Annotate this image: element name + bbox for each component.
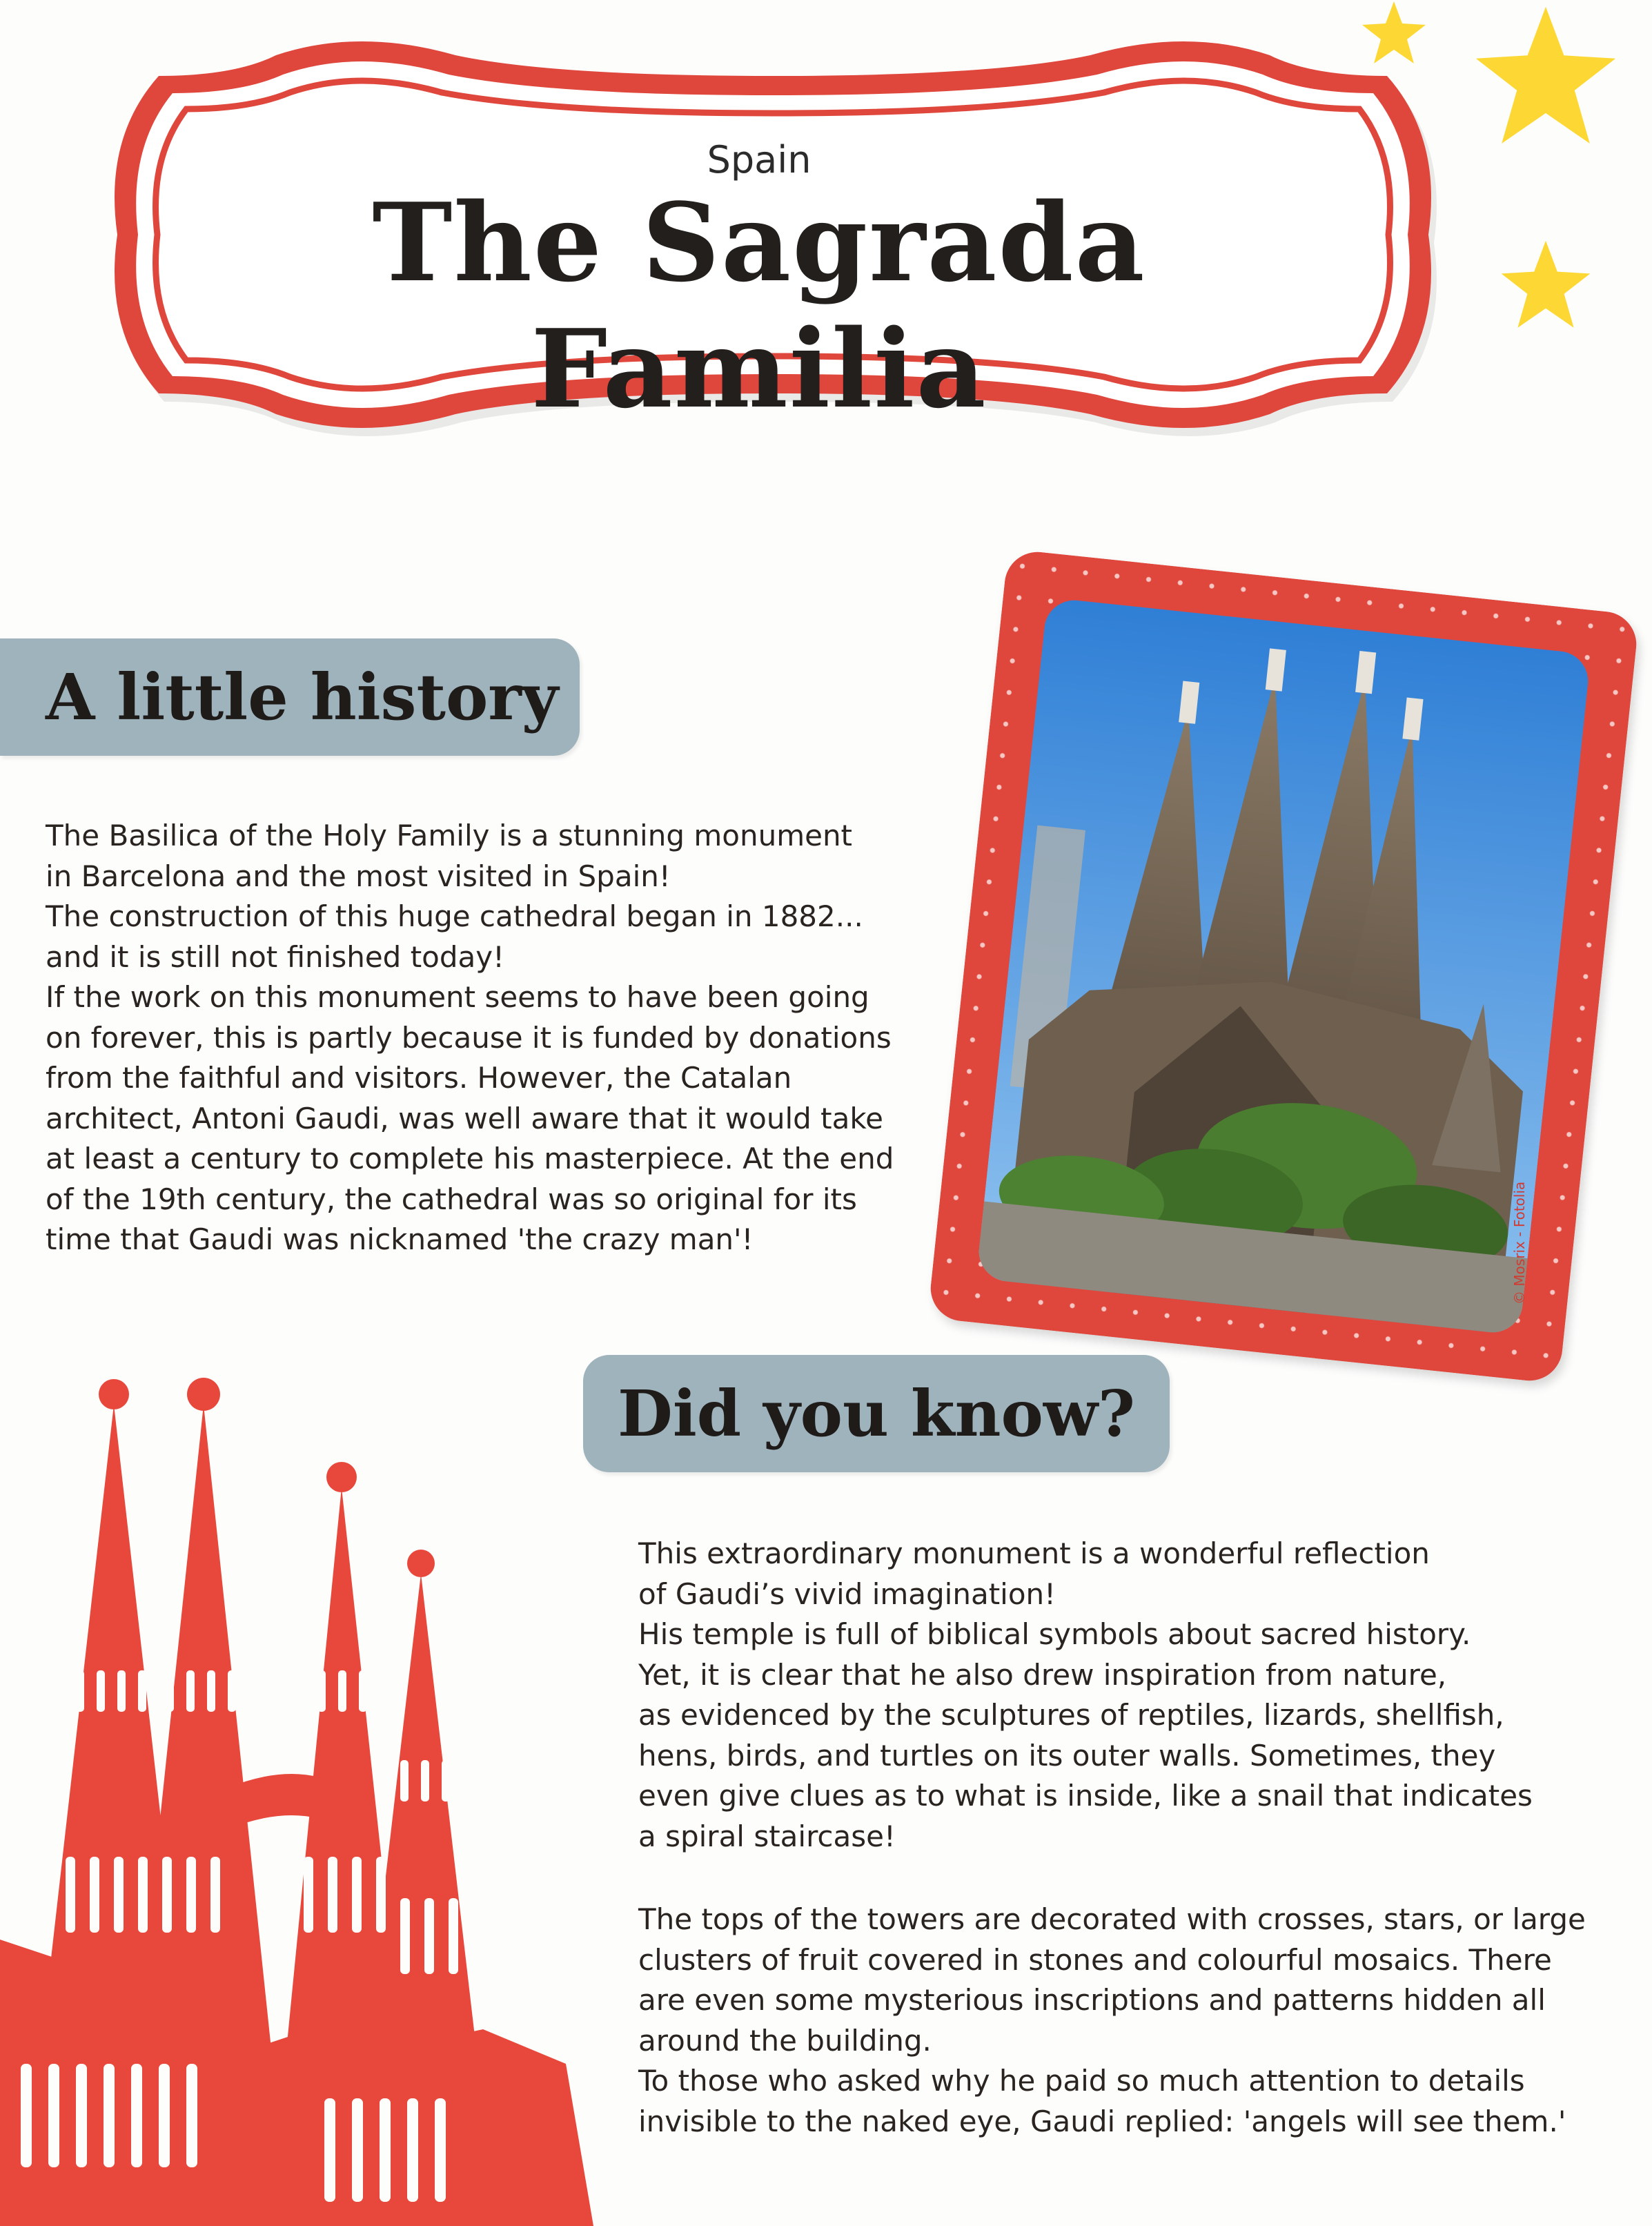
did-you-know-heading: Did you know? [583,1355,1170,1472]
cathedral-photo [976,597,1591,1335]
text-line: His temple is full of biblical symbols about sacred history. [638,1617,1471,1651]
history-heading: A little history [0,638,580,756]
cathedral-silhouette [0,1374,621,2226]
text-line: from the faithful and visitors. However, the Catalan [46,1061,792,1095]
did-you-know-paragraph-1 [638,1534,1618,1857]
page-title: The Sagrada Familia [372,179,1146,432]
text-line: If the work on this monument seems to have been going [46,980,869,1014]
photo-credit: © Mosrix - Fotolia [1511,1181,1528,1305]
history-paragraph [46,816,950,1260]
text-line: This extraordinary monument is a wonderful reflection [638,1536,1430,1570]
text-line: The tops of the towers are decorated with crosses, stars, or large [638,1902,1586,1936]
star-icon [1497,238,1594,331]
text-line: on forever, this is partly because it is funded by donations [46,1020,892,1055]
text-line: hens, birds, and turtles on its outer walls. Sometimes, they [638,1738,1496,1773]
text-line: as evidenced by the sculptures of reptiles, lizards, shellfish, [638,1698,1504,1732]
text-line: The construction of this huge cathedral began in 1882... [46,899,863,933]
text-line: of Gaudi’s vivid imagination! [638,1576,1056,1611]
text-line: Yet, it is clear that he also drew inspiration from nature, [638,1657,1447,1692]
text-line: of the 19th century, the cathedral was so original for its [46,1182,857,1216]
text-line: around the building. [638,2023,932,2058]
text-line: a spiral staircase! [638,1819,896,1853]
country-label: Spain [707,138,812,182]
text-line: are even some mysterious inscriptions and patterns hidden all [638,1983,1546,2017]
text-line: clusters of fruit covered in stones and colourful mosaics. There [638,1942,1552,1977]
text-line: in Barcelona and the most visited in Spain! [46,859,671,893]
text-line: To those who asked why he paid so much attention to details [638,2064,1525,2098]
text-line: time that Gaudi was nicknamed 'the crazy man'! [46,1222,754,1256]
text-line: at least a century to complete his masterpiece. At the end [46,1142,894,1175]
photo-card [927,549,1640,1384]
text-line: The Basilica of the Holy Family is a stunning monument [46,819,853,852]
text-line: architect, Antoni Gaudi, was well aware that it would take [46,1101,884,1135]
text-line: invisible to the naked eye, Gaudi replied: 'angels will see them.' [638,2104,1566,2138]
text-line: even give clues as to what is inside, like a snail that indicates [638,1779,1533,1813]
star-icon [1470,3,1622,148]
text-line: and it is still not finished today! [46,939,504,974]
did-you-know-paragraph-2 [638,1900,1632,2142]
star-icon [1356,0,1432,66]
